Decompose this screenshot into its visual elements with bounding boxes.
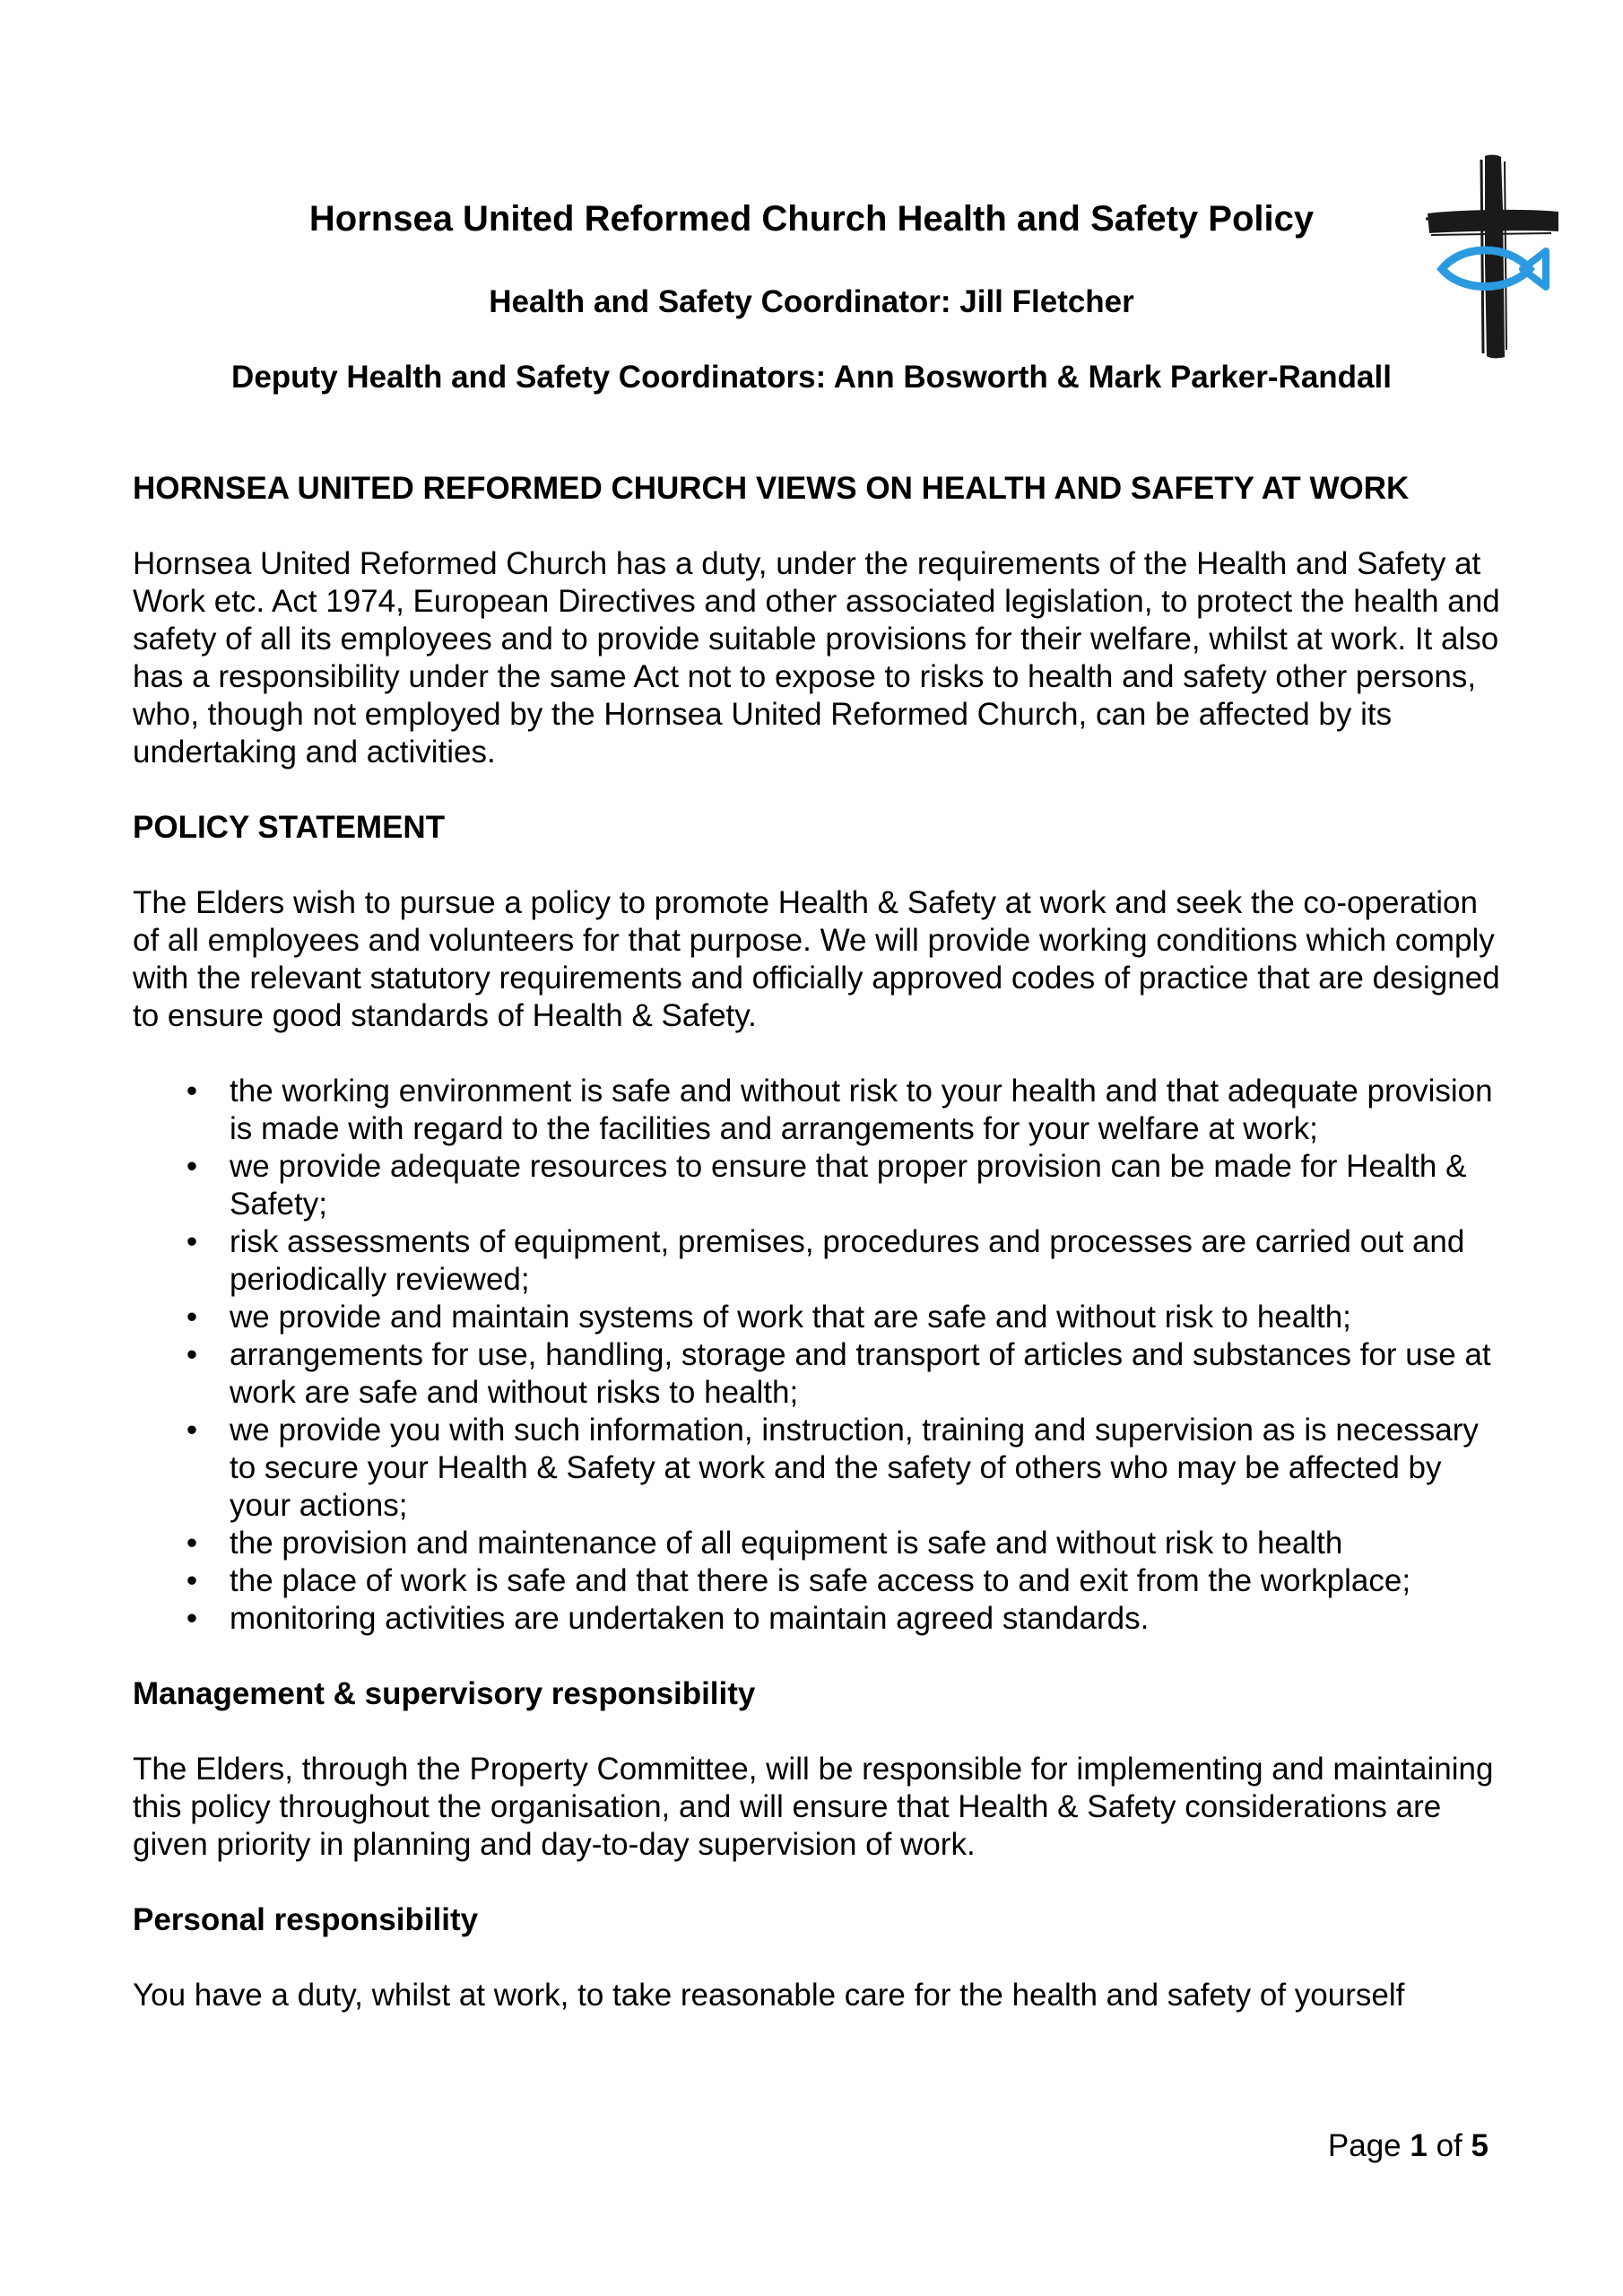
list-item <box>133 1148 1505 1223</box>
list-item-text: monitoring activities are undertaken to maintain agreed standards. <box>230 1601 1150 1636</box>
page-of-word: of <box>1436 2128 1462 2163</box>
bullet-icon: • <box>186 1413 198 1448</box>
coordinator-line: Health and Safety Coordinator: Jill Fletcher <box>489 284 1134 319</box>
list-item-text: risk assessments of equipment, premises, procedures and processes are carried out and periodically reviewed; <box>230 1224 1465 1297</box>
list-item-text: the working environment is safe and without risk to your health and that adequate provision is made with regard to the facilities and arrangements for your welfare at work; <box>230 1074 1493 1146</box>
policy-bullet-list <box>133 1073 1505 1638</box>
list-item-text: arrangements for use, handling, storage and transport of articles and substances for use at work are safe and without risks to health; <box>230 1337 1491 1410</box>
document-title: Hornsea United Reformed Church Health and Safety Policy <box>308 199 1315 239</box>
document-body <box>133 470 1505 2052</box>
list-item <box>133 1412 1505 1525</box>
list-item-text: we provide and maintain systems of work that are safe and without risk to health; <box>230 1300 1351 1335</box>
personal-paragraph: You have a duty, whilst at work, to take reasonable care for the health and safety of yourself <box>133 1978 1405 2013</box>
management-paragraph: The Elders, through the Property Committee, will be responsible for implementing and maintaining this policy throughout the organisation, and will ensure that Health & Safety considerations are given priority in planning and day-to-day supervision of work. <box>133 1752 1494 1862</box>
policy-statement-paragraph: The Elders wish to pursue a policy to promote Health & Safety at work and seek the co-operation of all employees and volunteers for that purpose. We will provide working conditions which comply with the relevant statutory requirements and officially approved codes of practice that are designed to ensure good standards of Health & Safety. <box>133 885 1500 1033</box>
list-item <box>133 1525 1505 1562</box>
bullet-icon: • <box>186 1224 198 1259</box>
deputy-coordinators-line: Deputy Health and Safety Coordinators: Ann Bosworth & Mark Parker-Randall <box>231 360 1392 395</box>
bullet-icon: • <box>186 1149 198 1184</box>
bullet-icon: • <box>186 1337 198 1372</box>
page-current: 1 <box>1410 2128 1428 2163</box>
list-item <box>133 1223 1505 1299</box>
page-total: 5 <box>1471 2128 1488 2163</box>
management-heading: Management & supervisory responsibility <box>133 1676 756 1711</box>
list-item <box>133 1299 1505 1336</box>
bullet-icon: • <box>186 1300 198 1335</box>
list-item <box>133 1073 1505 1148</box>
list-item <box>133 1562 1505 1600</box>
list-item <box>133 1336 1505 1412</box>
bullet-icon: • <box>186 1563 198 1598</box>
list-item <box>133 1600 1505 1638</box>
personal-heading: Personal responsibility <box>133 1902 479 1937</box>
list-item-text: the provision and maintenance of all equipment is safe and without risk to health <box>230 1526 1343 1561</box>
list-item-text: we provide you with such information, instruction, training and supervision as is necessary to secure your Health & Safety at work and the safety of others who may be affected by your actions; <box>230 1413 1479 1523</box>
page-number <box>1328 2127 1488 2165</box>
page-word: Page <box>1327 2128 1402 2163</box>
policy-statement-heading: POLICY STATEMENT <box>133 810 446 845</box>
views-paragraph: Hornsea United Reformed Church has a duty, under the requirements of the Health and Safety at Work etc. Act 1974, European Directives and other associated legislation, to protect the health and safety of all its employees and to provide suitable provisions for their welfare, whilst at work. It also has a responsibility under the same Act not to expose to risks to health and safety other persons, who, though not employed by the Hornsea United Reformed Church, can be affected by its undertaking and activities. <box>133 546 1500 770</box>
bullet-icon: • <box>186 1601 198 1636</box>
bullet-icon: • <box>186 1526 198 1561</box>
views-heading: HORNSEA UNITED REFORMED CHURCH VIEWS ON HEALTH AND SAFETY AT WORK <box>133 471 1410 506</box>
list-item-text: the place of work is safe and that there is safe access to and exit from the workplace; <box>230 1563 1411 1598</box>
bullet-icon: • <box>186 1074 198 1109</box>
list-item-text: we provide adequate resources to ensure that proper provision can be made for Health & Safety; <box>230 1149 1467 1222</box>
cross-fish-icon <box>1426 154 1560 359</box>
